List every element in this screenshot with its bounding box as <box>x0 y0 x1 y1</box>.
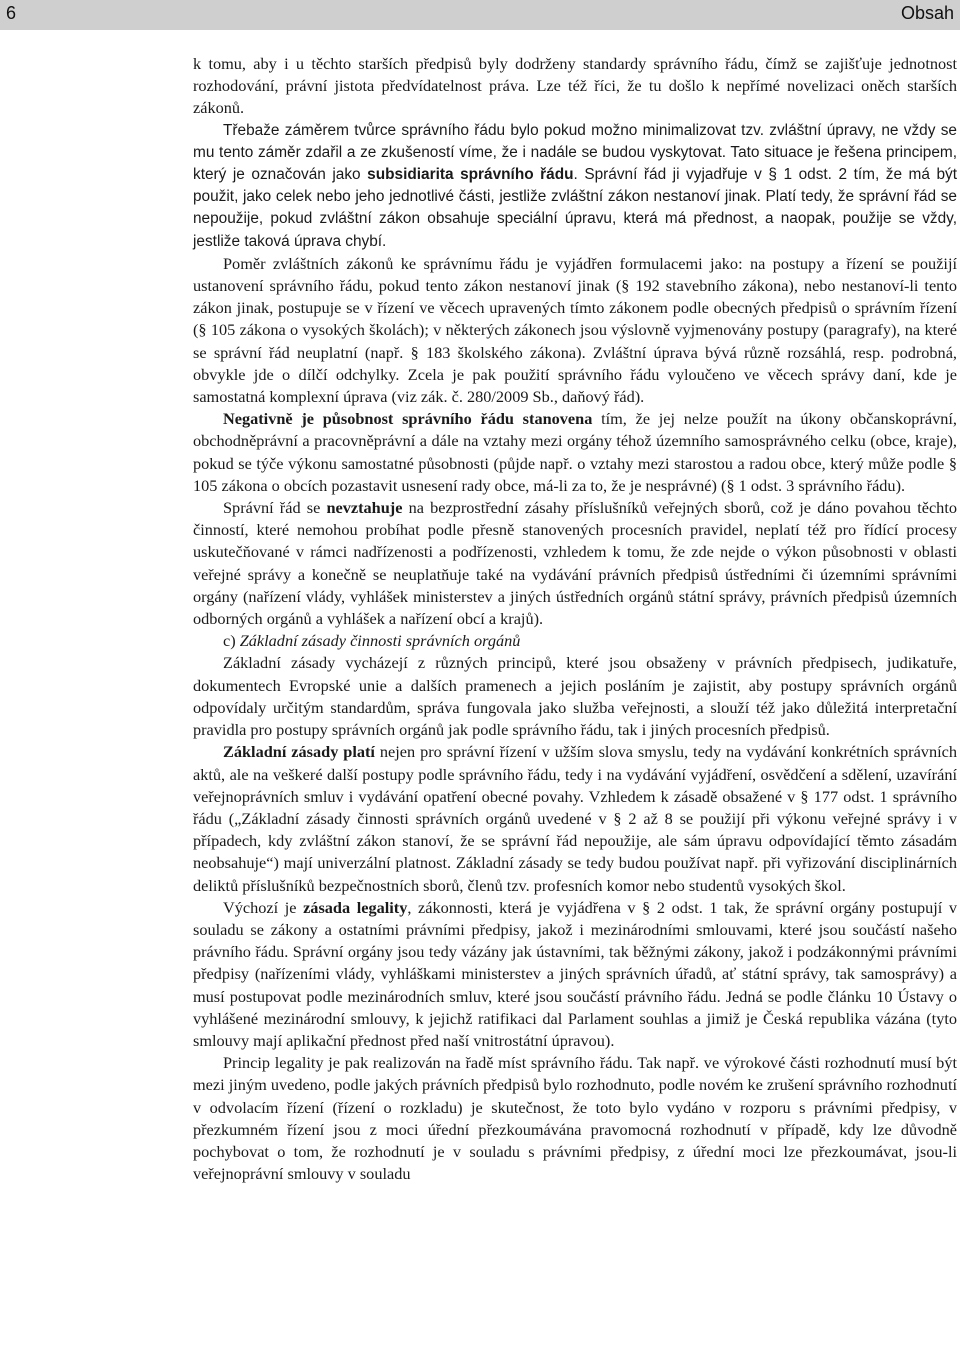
paragraph-subsidiarity <box>193 120 957 253</box>
paragraph-negative-scope <box>193 408 957 497</box>
emphasis-bold: Základní zásady platí <box>223 742 375 762</box>
emphasis-bold: nevztahuje <box>326 498 403 518</box>
paragraph-principles-apply <box>193 741 957 896</box>
text-run: c) <box>223 631 240 651</box>
text-run: , zákonnosti, která je vyjádřena v § 2 odst. 1 tak, že správní orgány postupují v souladu se zákony a ostatními právními předpisy, jakož i mezinárodními smlouvami, které jsou součástí našeho právního řádu. Správní orgány jsou tedy vázány jak ústavními, tak běžnými zákony, jakož i podzákonnými právními předpisy (nařízeními vlády, vyhláškami ministerstev a jiných správních úřadů, ať státní správy, tak samosprávy) a musí postupovat podle mezinárodních smluv, které jsou součástí právního řádu. Jedná se podle článku 10 Ústavy o vyhlášené mezinárodní smlouvy, k jejichž ratifikaci dal Parlament souhlas a jimiž je Česká republika vázána (tyto smlouvy mají aplikační přednost před naší vnitrostátní úpravou). <box>193 897 958 1050</box>
text-run: . Správní řád ji vyjadřuje v § 1 odst. 2 tím, že má být použit, jako celek nebo jeho jednotlivé části, jestliže zvláštní zákon nestanoví jinak. Platí tedy, že správní řád se nepoužije, pokud zvláštní zákon obsahuje speciální úpravu, která má přednost, a naopak, použije se vždy, jestliže taková úprava chybí. <box>193 166 957 250</box>
emphasis-bold: Negativně je působnost správního řádu stanovena <box>223 409 593 429</box>
text-run: na bezprostřední zásahy příslušníků veřejných sborů, což je dáno povahou těchto činností, které nemohou probíhat podle přesně stanovených procesních pravidel, neplatí též pro řídící procesy uskutečňované v rámci nadřízenosti a podřízenosti, vzhledem k tomu, že zde nejde o výkon působnosti v oblasti veřejné správy a konečně se neuplatňuje také na vydávání právních předpisů ústředními či územními správními orgány (nařízení vlády, vyhlášek ministerstev a jiných ústředních orgánů státní správy, právních předpisů územních odborných orgánů a vyhlášek a nařízení obcí a krajů). <box>193 498 957 629</box>
emphasis-bold: zásada legality <box>303 897 408 917</box>
subsection-heading <box>193 630 957 652</box>
paragraph-legality-realization <box>193 1052 957 1185</box>
paragraph-basic-principles <box>193 652 957 741</box>
text-run: nejen pro správní řízení v užším slova smyslu, tedy na vydávání konkrétních správních aktů, ale na veškeré další postupy podle správního řádu, tedy i na vydávání vyjádření, osvědčení a sdělení, uzavírání veřejnoprávních smluv i vydávání opatření obecné povahy. Vzhledem k zásadě obsažené v § 177 odst. 1 správního řádu („Základní zásady činnosti správních orgánů uvedené v § 2 až 8 se použijí při výkonu veřejné správy i v případech, kdy zvláštní zákon stanoví, že se správní řád nepoužije, ale sám úpravu odpovídající těmto zásadám neobsahuje“) mají univerzální platnost. Základní zásady se tedy budou používat např. při vyřizování disciplinárních deliktů příslušníků bezpečnostních sborů, členů tzv. profesních komor nebo studentů vysokých škol. <box>193 742 957 895</box>
text-run: tím, že jej nelze použít na úkony občanskoprávní, obchodněprávní a pracovněprávní a dále na vztahy mezi orgány téhož územního samosprávného celku (obce, kraje), pokud se týče výkonu samostatné působnosti (půjde např. o vztahy mezi starostou a radou obce, který může podle § 105 zákona o obcích pozastavit usnesení rady obce, má-li za to, že je nesprávné) (§ 1 odst. 3 správního řádu). <box>193 409 957 495</box>
text-run: Správní řád se <box>223 498 327 518</box>
emphasis-italic: Základní zásady činnosti správních orgánů <box>239 631 521 651</box>
text-run: Třebaže záměrem tvůrce správního řádu bylo pokud možno minimalizovat tzv. zvláštní úpravy, ne vždy se mu tento záměr zdařil a ze zkušeností víme, že i nadále se budou vyskytovat. Tato situace je řešena principem, který je označován jako <box>193 121 957 184</box>
text-run: k tomu, aby i u těchto starších předpisů byly dodrženy standardy správního řádu, čímž se zajišťuje jednotnost rozhodování, právní jistota předvídatelnost práva. Lze též říci, že tu došlo k nepřímé novelizaci oněch starších zákonů. <box>193 54 957 118</box>
paragraph-relation-special-laws <box>193 253 957 408</box>
paragraph-legality <box>193 897 957 1052</box>
text-run: Výchozí je <box>223 897 304 917</box>
text-run: Princip legality je pak realizován na řadě míst správního řádu. Tak např. ve výrokové části rozhodnutí musí být mezi jiným uvedeno, podle jakých právních předpisů bylo rozhodnuto, podle novém ke zrušení správního rozhodnutí v odvolacím řízení (řízení o rozkladu) je skutečnost, že toto bylo vydáno v rozporu s právními předpisy, v přezkumném řízení jsou z moci úřední přezkoumávána pravomocná rozhodnutí v případě, kdy lze důvodně pochybovat o tom, že rozhodnutí je v souladu s právními předpisy, z úřední moci lze přezkoumávat, jsou-li veřejnoprávní smlouvy v souladu <box>193 1053 957 1184</box>
page-number: 6 <box>6 3 17 23</box>
paragraph-exclusions <box>193 497 957 630</box>
emphasis-bold: subsidiarita správního řádu <box>367 166 574 184</box>
running-section-title: Obsah <box>900 3 954 23</box>
page-header <box>0 0 960 30</box>
body-text <box>193 53 957 1185</box>
text-run: Základní zásady vycházejí z různých principů, které jsou obsaženy v právních předpisech, judikatuře, dokumentech Evropské unie a dalších pramenech a jejich posláním je zajistit, aby postupy správních orgánů odpovídaly určitým standardům, správa fungovala jako služba veřejnosti, a slouží též jako důležitá interpretační pravidla pro postupy správních orgánů jak podle správního řádu, tak i jiných procesních předpisů. <box>193 653 957 740</box>
paragraph-continuation <box>193 53 957 120</box>
text-run: Poměr zvláštních zákonů ke správnímu řádu je vyjádřen formulacemi jako: na postupy a řízení se použijí ustanovení správního řádu, pokud tento zákon nestanoví jinak (§ 192 stavebního zákona), nebo nestanoví-li tento zákon jinak, postupuje se v řízení ve věcech upravených tímto zákonem podle obecných předpisů o správním řízení (§ 105 zákona o vysokých školách); v některých zákonech jsou výslovně vyjmenovány postupy (paragrafy), na které se správní řád neuplatní (např. § 183 školského zákona). Zvláštní úprava bývá různě rozsáhlá, resp. podrobná, obvykle jde o dílčí odchylky. Zcela je pak použití správního řádu vyloučeno ve věcech správy daní, kde je samostatná komplexní úprava (viz zák. č. 280/2009 Sb., daňový řád). <box>193 253 957 407</box>
